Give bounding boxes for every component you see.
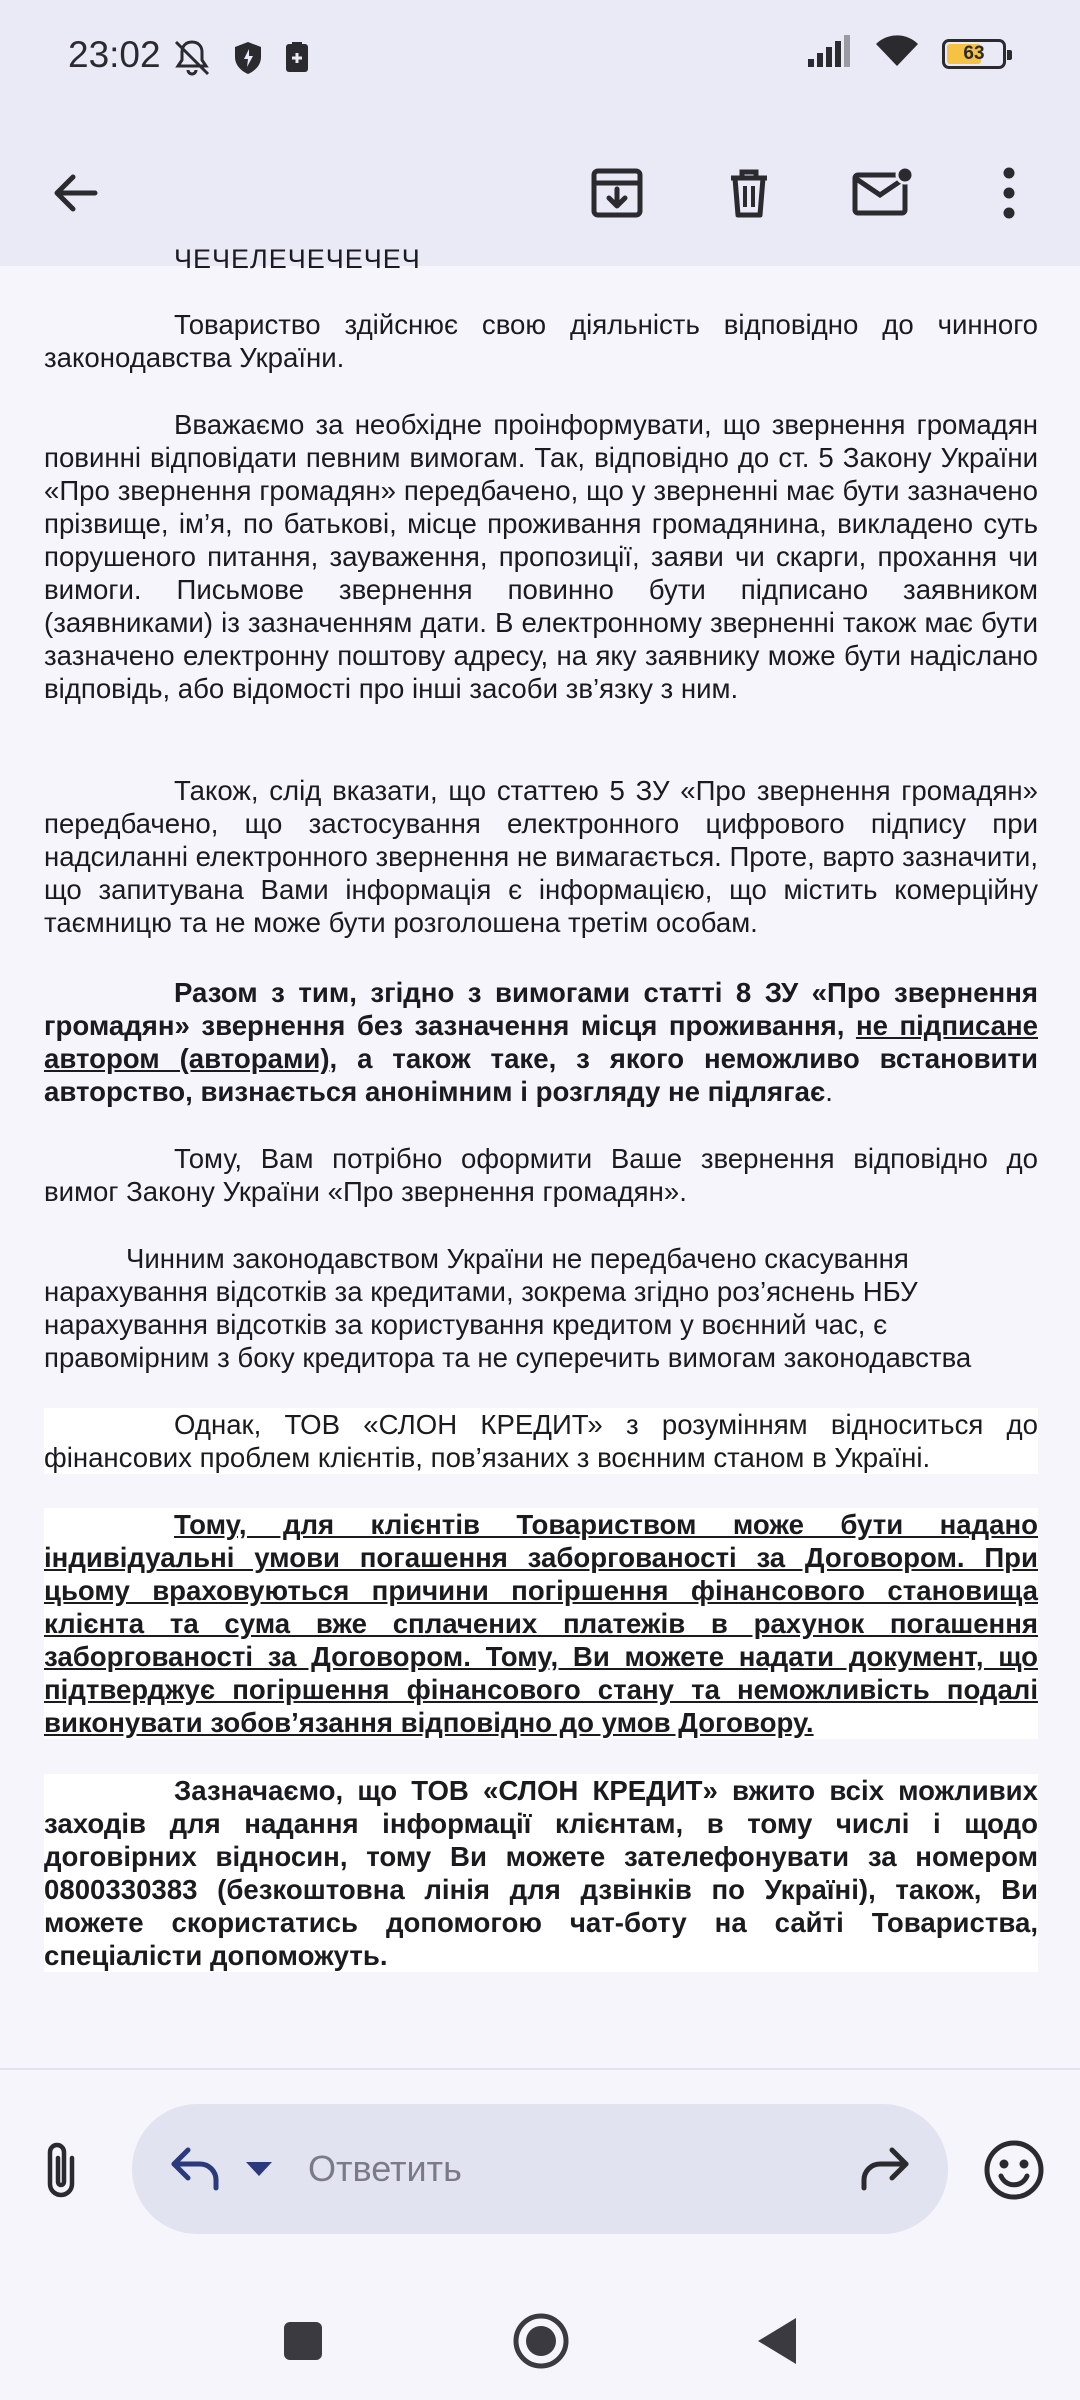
more-vert-icon[interactable] bbox=[964, 148, 1054, 238]
paragraph-9: Зазначаємо, що ТОВ «СЛОН КРЕДИТ» вжито всіх можливих заходів для надання інформації клієнтам, в тому числі і щодо договірних відносин, тому Ви можете зателефонувати за номером 0800330383 (безкоштовна лінія для дзвінків по Україні), також, Ви можете скористатись допомогою чат-боту на сайті Товариства, спеціалісти допоможуть. bbox=[44, 1775, 1038, 1971]
shield-icon bbox=[232, 40, 264, 81]
wifi-icon bbox=[874, 34, 920, 73]
attach-icon[interactable] bbox=[36, 2138, 86, 2207]
reply-bar bbox=[0, 2070, 1080, 2270]
paragraph-7: Однак, ТОВ «СЛОН КРЕДИТ» з розумінням відноситься до фінансових проблем клієнтів, пов’язаних з воєнним станом в Україні. bbox=[44, 1409, 1038, 1473]
emoji-icon[interactable] bbox=[982, 2138, 1046, 2207]
status-time: 23:02 bbox=[68, 34, 161, 75]
status-bar bbox=[0, 0, 1080, 120]
paragraph-2: Вважаємо за необхідне проінформувати, що звернення громадян повинні відповідати певним вимогам. Так, відповідно до ст. 5 Закону України «Про звернення громадян» передбачено, що у зверненні має бути зазначено прізвище, ім’я, по батькові, місце проживання громадянина, викладено суть порушеного питання, зауваження, пропозиції, заяви чи скарги, прохання чи вимоги. Письмове звернення повинно бути підписано заявником (заявниками) із зазначенням дати. В електронному зверненні також має бути зазначено електронну поштову адресу, на яку заявнику може бути надіслано відповідь, або відомості про інші засоби зв’язку з ним. bbox=[44, 409, 1038, 704]
app-bar bbox=[0, 120, 1080, 266]
back-icon[interactable] bbox=[756, 2316, 798, 2371]
reply-input[interactable] bbox=[132, 2104, 948, 2234]
recents-icon[interactable] bbox=[282, 2320, 324, 2367]
battery-icon bbox=[942, 39, 1006, 69]
bell-off-icon bbox=[170, 38, 214, 83]
signal-icon bbox=[806, 35, 852, 72]
sim-icon bbox=[282, 41, 312, 80]
email-body bbox=[44, 244, 1039, 2066]
delete-icon[interactable] bbox=[704, 148, 794, 238]
paragraph-1: Товариство здійснює свою діяльність відповідно до чинного законодавства України. bbox=[44, 309, 1038, 373]
paragraph-6: Чинним законодавством України не передбачено скасування нарахування відсотків за кредитами, зокрема згідно роз’яснень НБУ нарахування відсотків за користування кредитом у воєнний час, є правомірним з боку кредитора та не суперечить вимогам законодавства bbox=[44, 1243, 972, 1373]
forward-icon[interactable] bbox=[856, 2142, 912, 2199]
paragraph-3: Також, слід вказати, що статтею 5 ЗУ «Про звернення громадян» передбачено, що застосування електронного цифрового підпису при надсиланні електронного звернення не вимагається. Проте, варто зазначити, що запитувана Вами інформація є інформацією, що містить комерційну таємницю та не може бути розголошена третім особам. bbox=[44, 775, 1039, 938]
battery-level: 63 bbox=[963, 42, 985, 64]
reply-icon[interactable] bbox=[168, 2142, 224, 2199]
paragraph-8: Тому, для клієнтів Товариством може бути надано індивідуальні умови погашення заборгованості за Договором. При цьому враховуються причини погіршення фінансового становища клієнта та сума вже сплачених платежів в рахунок погашення заборгованості за Договором. Тому, Ви можете надати документ, що підтверджує погіршення фінансового стану та неможливість подалі виконувати зобов’язання відповідно до умов Договору. bbox=[44, 1509, 1038, 1738]
home-icon[interactable] bbox=[512, 2312, 570, 2375]
reply-placeholder: Ответить bbox=[308, 2148, 462, 2189]
system-nav-bar bbox=[0, 2270, 1080, 2400]
paragraph-5: Тому, Вам потрібно оформити Ваше звернення відповідно до вимог Закону України «Про звернення громадян». bbox=[44, 1143, 1038, 1207]
mark-unread-icon[interactable] bbox=[838, 148, 928, 238]
archive-icon[interactable] bbox=[572, 148, 662, 238]
reply-options-chevron-icon[interactable] bbox=[244, 2160, 274, 2183]
cropped-text-line: ЧЕЧЕЛЕЧЕЧЕЧЕЧ bbox=[174, 244, 421, 274]
back-arrow-icon[interactable] bbox=[30, 148, 120, 238]
paragraph-4: Разом з тим, згідно з вимогами статті 8 ЗУ «Про звернення громадян» звернення без зазначення місця проживання, не підписане автором (авторами), а також таке, з якого неможливо встановити авторство, визнається анонімним і розгляду не підлягає. bbox=[44, 977, 1038, 1107]
